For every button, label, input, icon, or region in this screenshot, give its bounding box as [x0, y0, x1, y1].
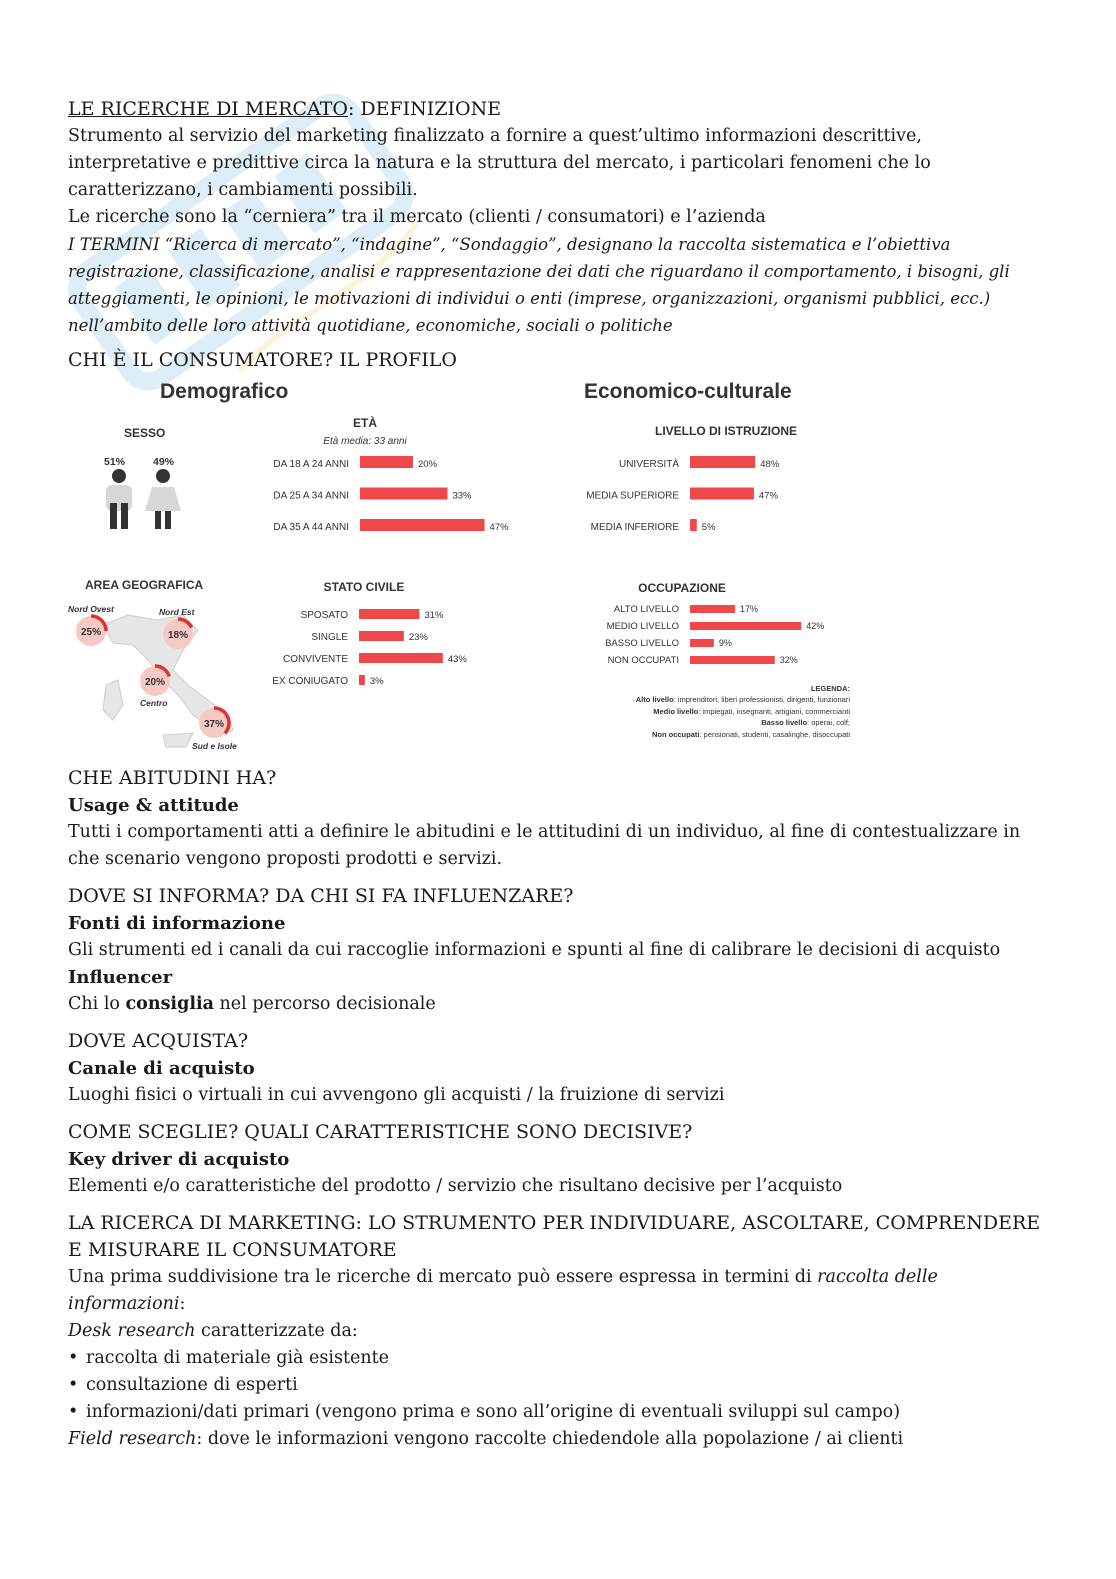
bar-value-label: 32% — [779, 655, 798, 665]
bar-value-label: 23% — [408, 632, 428, 643]
section-title-informa: DOVE SI INFORMA? DA CHI SI FA INFLUENZARE? — [68, 885, 574, 907]
bar-label: DA 25 A 34 ANNI — [273, 490, 349, 502]
bar-label: DA 35 A 44 ANNI — [273, 522, 349, 533]
bar-label: BASSO LIVELLO — [605, 638, 679, 649]
section-title-sceglie: COME SCEGLIE? QUALI CARATTERISTICHE SONO DECISIVE? — [68, 1121, 693, 1143]
bar — [690, 639, 714, 647]
area-label: Centro — [140, 698, 168, 708]
sesso-male-pct: 51% — [104, 456, 126, 468]
bar-value-label: 5% — [701, 522, 716, 533]
eta-bar-chart — [273, 456, 509, 533]
bar-value-label: 43% — [447, 654, 467, 665]
area-ring-pct: 37% — [203, 719, 225, 730]
bar-label: CONVIVENTE — [282, 654, 348, 665]
legenda-line-2: Medio livello: impiegati, insegnanti, artigiani, commercianti — [653, 707, 850, 716]
area-ring-pct: 25% — [80, 627, 102, 638]
legenda — [636, 684, 851, 739]
key-driver-subtitle: Key driver di acquisto — [68, 1149, 290, 1170]
eta-subtitle: Età media: 33 anni — [323, 436, 407, 447]
bar-value-label: 48% — [760, 459, 780, 470]
bar — [690, 488, 754, 500]
bar — [360, 488, 447, 500]
fonti-subtitle: Fonti di informazione — [68, 913, 286, 934]
influencer-paragraph: Chi lo consiglia nel percorso decisionale — [68, 994, 436, 1014]
bar — [359, 609, 419, 619]
abitudini-paragraph: Tutti i comportamenti atti a definire le abitudini e le attitudini di un individuo, al fine di contestualizzare in che scenario vengono proposti prodotti e servizi. — [68, 822, 1021, 869]
section-title-profilo: CHI È IL CONSUMATORE? IL PROFILO — [68, 349, 457, 371]
bar-label: DA 18 A 24 ANNI — [273, 459, 349, 470]
legenda-line-1: Alto livello: imprenditori, liberi professionisti, dirigenti, funzionari — [635, 695, 850, 704]
economico-title: Economico-culturale — [584, 380, 792, 403]
legenda-title: LEGENDA: — [810, 684, 850, 693]
bar — [690, 622, 801, 630]
stato-title: STATO CIVILE — [323, 580, 405, 594]
termini-paragraph: I TERMINI “Ricerca di mercato”, “indagine”, “Sondaggio”, designano la raccolta sistematica e l’obiettiva registrazione, classificazione, analisi e rappresentazione dei dati che riguardano il comportamento, i bisogni, gli atteggiamenti, le opinioni, le motivazioni di individui o enti (imprese, organizzazioni, organismi pubblici, ecc.) nell’ambito delle loro attività quotidiane, economiche, sociali o politiche — [68, 235, 1010, 335]
stato-bar-chart — [272, 609, 467, 687]
section-title-acquista: DOVE ACQUISTA? — [68, 1030, 249, 1052]
bullet-item: • consultazione di esperti — [68, 1375, 298, 1395]
influencer-subtitle: Influencer — [68, 967, 173, 988]
bar-label: ALTO LIVELLO — [613, 604, 679, 615]
bar-label: SPOSATO — [300, 610, 348, 621]
fonti-paragraph: Gli strumenti ed i canali da cui raccoglie informazioni e spunti al fine di calibrare le decisioni di acquisto — [68, 940, 1001, 960]
bar-label: NON OCCUPATI — [607, 655, 679, 666]
cerniera-paragraph: Le ricerche sono la “cerniera” tra il mercato (clienti / consumatori) e l’azienda — [68, 207, 766, 227]
bar — [360, 519, 485, 531]
usage-attitude-subtitle: Usage & attitude — [68, 795, 239, 816]
bar-value-label: 3% — [369, 676, 384, 687]
bar-value-label: 42% — [806, 621, 825, 631]
bar-value-label: 47% — [758, 490, 778, 502]
bar-value-label: 17% — [740, 604, 759, 614]
section-title-definizione: LE RICERCHE DI MERCATO: DEFINIZIONE — [68, 98, 502, 120]
occupazione-bar-chart — [605, 604, 824, 666]
bar — [690, 519, 697, 531]
bar-label: SINGLE — [311, 632, 348, 643]
bar — [690, 605, 735, 613]
canale-paragraph: Luoghi fisici o virtuali in cui avvengono gli acquisti / la fruizione di servizi — [68, 1085, 725, 1105]
area-label: Nord Est — [159, 607, 195, 617]
bar — [359, 631, 404, 641]
demografico-title: Demografico — [160, 380, 289, 403]
bar-value-label: 9% — [718, 638, 732, 648]
bar — [359, 653, 443, 663]
suddivisione-paragraph: Una prima suddivisione tra le ricerche di mercato può essere espressa in termini di raccolta delle informazioni: — [68, 1267, 938, 1314]
male-icon — [106, 469, 132, 529]
bar-label: UNIVERSITÀ — [618, 459, 679, 470]
legenda-line-3: Basso livello: operai, colf; — [761, 718, 850, 727]
area-ring-pct: 18% — [167, 630, 189, 641]
profilo-infographic — [68, 375, 868, 760]
definizione-paragraph: Strumento al servizio del marketing finalizzato a fornire a quest’ultimo informazioni descrittive, interpretative e predittive circa la natura e la struttura del mercato, i particolari fenomeni che lo caratterizzano, i cambiamenti possibili. — [68, 126, 931, 200]
section-title-ricerca-marketing: LA RICERCA DI MARKETING: LO STRUMENTO PER INDIVIDUARE, ASCOLTARE, COMPRENDERE E MISURARE IL CONSUMATORE — [68, 1212, 1041, 1261]
bar — [690, 456, 755, 468]
area-label: Sud e Isole — [192, 741, 237, 751]
occupazione-title: OCCUPAZIONE — [638, 581, 726, 595]
sesso-title: SESSO — [124, 426, 166, 440]
bullet-item: • raccolta di materiale già esistente — [68, 1348, 390, 1368]
field-research-line: Field research: dove le informazioni vengono raccolte chiedendole alla popolazione / ai clienti — [68, 1429, 904, 1449]
bar-label: MEDIO LIVELLO — [606, 621, 679, 632]
istruzione-bar-chart — [586, 456, 780, 533]
bar-value-label: 20% — [418, 459, 438, 470]
legenda-line-4: Non occupati: pensionati, studenti, casalinghe, disoccupati — [651, 730, 850, 739]
key-driver-paragraph: Elementi e/o caratteristiche del prodotto / servizio che risultano decisive per l’acquisto — [68, 1176, 843, 1196]
bar — [360, 456, 413, 468]
eta-title: ETÀ — [353, 416, 377, 430]
istruzione-title: LIVELLO DI ISTRUZIONE — [654, 424, 798, 438]
desk-research-line: Desk research caratterizzate da: — [68, 1321, 358, 1341]
bar-value-label: 47% — [489, 522, 509, 533]
bar-value-label: 33% — [452, 490, 472, 502]
area-ring-pct: 20% — [144, 677, 166, 688]
area-title: AREA GEOGRAFICA — [85, 578, 204, 592]
bar — [690, 656, 775, 664]
canale-subtitle: Canale di acquisto — [68, 1058, 255, 1079]
female-icon — [145, 469, 181, 529]
bar-label: MEDIA SUPERIORE — [586, 490, 679, 502]
bar-value-label: 31% — [424, 610, 444, 621]
bar-label: MEDIA INFERIORE — [590, 522, 679, 533]
bar — [359, 675, 365, 685]
bar-label: EX CONIUGATO — [272, 676, 348, 687]
section-title-abitudini: CHE ABITUDINI HA? — [68, 767, 277, 789]
area-label: Nord Ovest — [68, 604, 114, 614]
sesso-female-pct: 49% — [153, 456, 175, 468]
bullet-item: • informazioni/dati primari (vengono prima e sono all’origine di eventuali sviluppi sul campo) — [68, 1402, 901, 1422]
